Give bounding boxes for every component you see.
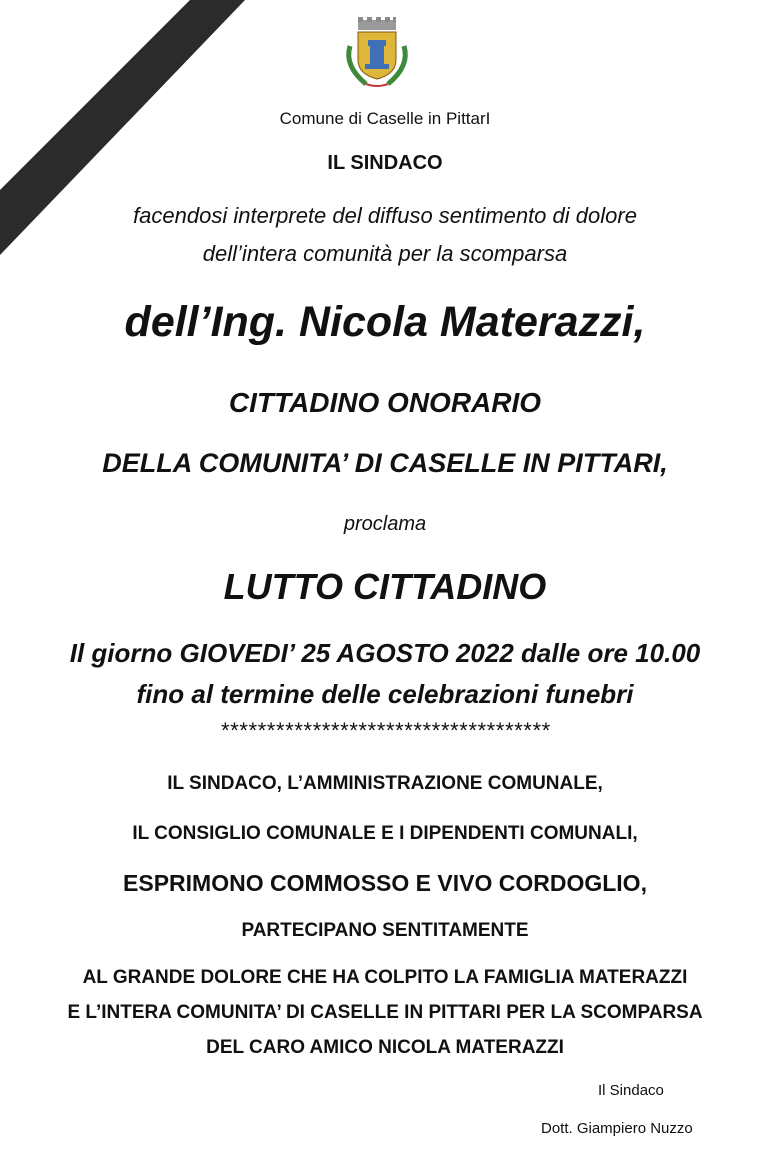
- signature-name: Dott. Giampiero Nuzzo: [541, 1120, 693, 1137]
- municipal-crest-logo: [336, 16, 418, 92]
- mourning-ribbon: [0, 0, 260, 270]
- condolence-line-1: IL SINDACO, L’AMMINISTRAZIONE COMUNALE,: [167, 773, 603, 794]
- intro-line-2: dell’intera comunità per la scomparsa: [202, 241, 568, 266]
- deceased-name: dell’Ing. Nicola Materazzi,: [124, 298, 646, 346]
- honorary-title-line-2: DELLA COMUNITA’ DI CASELLE IN PITTARI,: [102, 448, 668, 478]
- signature-role: Il Sindaco: [598, 1082, 664, 1099]
- honorary-title-line-1: CITTADINO ONORARIO: [228, 387, 542, 418]
- municipality-name: Comune di Caselle in PittarI: [279, 109, 491, 128]
- condolence-line-6: E L’INTERA COMUNITA’ DI CASELLE IN PITTARI PER LA SCOMPARSA: [67, 1002, 703, 1023]
- asterisk-separator: ************************************: [220, 718, 550, 743]
- condolence-line-2: IL CONSIGLIO COMUNALE E I DIPENDENTI COMUNALI,: [132, 823, 638, 844]
- mayor-title: IL SINDACO: [327, 152, 443, 174]
- mourning-date: Il giorno GIOVEDI’ 25 AGOSTO 2022 dalle ore 10.00: [69, 638, 701, 668]
- condolence-line-4: PARTECIPANO SENTITAMENTE: [241, 920, 529, 941]
- intro-line-1: facendosi interprete del diffuso sentimento di dolore: [133, 203, 637, 228]
- proclaims-text: proclama: [343, 513, 427, 535]
- condolence-line-5: AL GRANDE DOLORE CHE HA COLPITO LA FAMIGLIA MATERAZZI: [82, 967, 688, 988]
- condolence-line-3: ESPRIMONO COMMOSSO E VIVO CORDOGLIO,: [123, 870, 647, 896]
- mourning-headline: LUTTO CITTADINO: [223, 566, 547, 607]
- mourning-until: fino al termine delle celebrazioni funebri: [136, 679, 634, 709]
- condolence-line-7: DEL CARO AMICO NICOLA MATERAZZI: [206, 1037, 564, 1058]
